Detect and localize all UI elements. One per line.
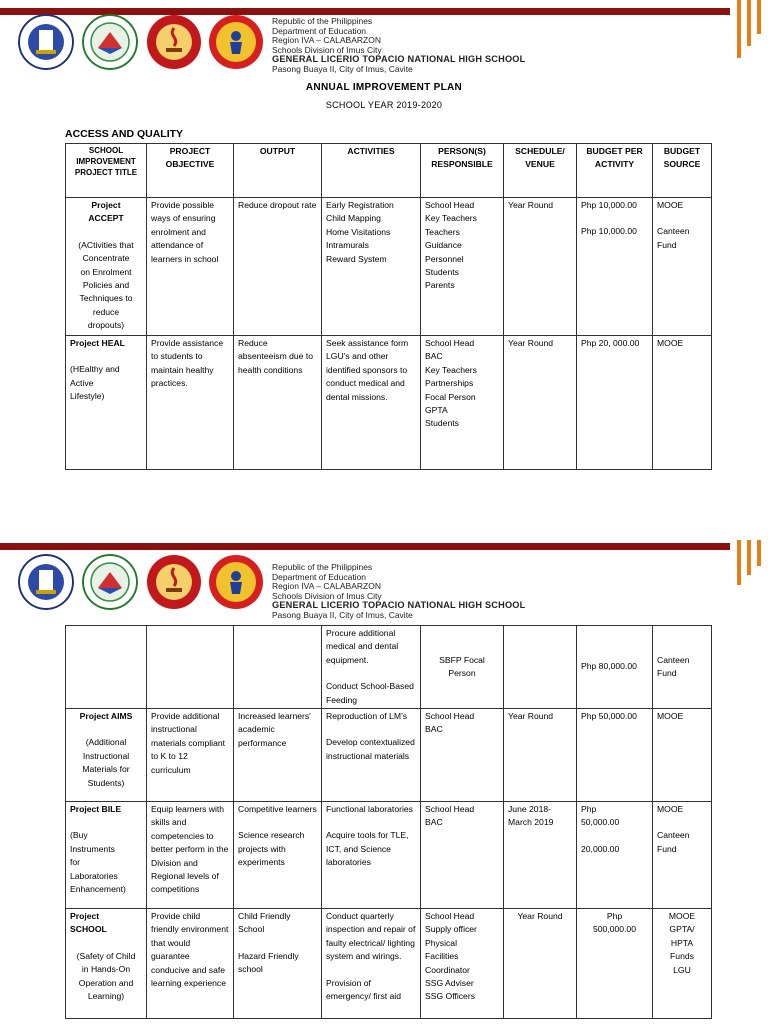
source-cell (653, 802, 712, 909)
person: BAC (425, 817, 443, 828)
letterhead (272, 17, 525, 75)
objective-cell (147, 626, 234, 709)
header-cell: PERSON(S) RESPONSIBLE (421, 144, 504, 198)
project-title: Project (91, 200, 121, 210)
source-value: Canteen (657, 654, 690, 665)
person: School Head (425, 911, 475, 922)
department-line: Department of Education (272, 25, 367, 36)
project-title-expansion: (Additional (85, 737, 127, 748)
page-1 (0, 0, 768, 490)
school-name: GENERAL LICERIO TOPACIO NATIONAL HIGH SCHOOL (272, 600, 526, 611)
activities-cell: Seek assistance form LGU’s and other identified sponsors to conduct medical and dental missions. (322, 336, 421, 470)
person: SSG Officers (425, 991, 475, 1002)
header-bar (0, 543, 730, 550)
person: Supply officer (425, 924, 477, 935)
person: BAC (425, 351, 443, 362)
address-line: Pasong Buaya II, City of Imus, Cavite (272, 63, 413, 74)
objective-cell: Provide assistance to students to maintain healthy practices. (147, 336, 234, 470)
project-title-expansion: Concentrate (82, 253, 130, 264)
schedule-cell: Year Round (504, 909, 577, 1019)
project-title-expansion: dropouts) (87, 320, 125, 331)
header-cell: OUTPUT (234, 144, 322, 198)
table-row (66, 198, 712, 336)
project-title-expansion: Materials for (82, 764, 130, 775)
project-title-expansion: Enhancement) (70, 884, 126, 895)
persons-cell (421, 709, 504, 802)
budget-cell (577, 336, 653, 470)
source-cell (653, 336, 712, 470)
person: Students (425, 418, 459, 429)
activity: Child Mapping (326, 213, 381, 224)
source-cell (653, 709, 712, 802)
source-value: Canteen (657, 830, 690, 841)
budget-cell: Php 50,000.00 (577, 709, 653, 802)
persons-cell (421, 336, 504, 470)
activity: Conduct quarterly inspection and repair of faulty electrical/ lighting system and wirings. (326, 911, 416, 962)
deped-seal-icon (82, 14, 138, 70)
source-value: Fund (657, 668, 677, 679)
budget-value: Php 10,000.00 (581, 226, 637, 237)
output-cell: Reduce dropout rate (234, 198, 322, 336)
output-value: Child Friendly School (238, 911, 291, 935)
person: SSG Adviser (425, 978, 474, 989)
activities-cell (322, 802, 421, 909)
logo-row (18, 554, 268, 612)
project-title-expansion: Laboratories (70, 870, 118, 881)
source-value: Fund (657, 239, 677, 250)
source-cell (653, 198, 712, 336)
project-title-expansion: Lifestyle) (70, 391, 105, 402)
activity: Provision of emergency/ first aid (326, 977, 401, 1002)
deped-seal-icon (82, 554, 138, 610)
budget-value: Php 10,000.00 (581, 200, 637, 210)
person: BAC (425, 724, 443, 735)
accent-stripe (737, 540, 741, 585)
activity: Intramurals (326, 240, 369, 251)
source-cell (653, 626, 712, 709)
schedule-cell: Year Round (504, 336, 577, 470)
project-title-cell (66, 709, 147, 802)
table-row (66, 909, 712, 1019)
header-cell: SCHOOL IMPROVEMENT PROJECT TITLE (66, 144, 147, 198)
address-line: Pasong Buaya II, City of Imus, Cavite (272, 609, 413, 620)
source-value: Funds (670, 951, 694, 962)
project-title: Project HEAL (70, 338, 125, 348)
output-cell (234, 802, 322, 909)
activity: Early Registration (326, 200, 394, 210)
accent-stripe (757, 0, 761, 34)
source-value: LGU (673, 964, 691, 975)
output-value: Hazard Friendly school (238, 950, 299, 975)
person: School Head (425, 804, 475, 815)
schedule-cell (504, 626, 577, 709)
source-value: MOOE (668, 911, 696, 922)
source-cell (653, 909, 712, 1019)
budget-cell (577, 198, 653, 336)
person: Personnel (425, 253, 464, 264)
header-cell: SCHEDULE/ VENUE (504, 144, 577, 198)
school-seal-icon (146, 554, 202, 610)
person: Partnerships (425, 378, 474, 389)
persons-cell (421, 909, 504, 1019)
school-year: SCHOOL YEAR 2019-2020 (325, 100, 443, 110)
section-title: ACCESS AND QUALITY (65, 128, 184, 140)
budget-value: Php (606, 911, 623, 922)
source-value: Fund (657, 843, 677, 854)
project-title-cell (66, 909, 147, 1019)
project-title-expansion: Learning) (87, 991, 125, 1002)
division-line: Schools Division of Imus City (272, 44, 382, 55)
project-title-expansion: Instruments (70, 843, 115, 854)
project-title: Project AIMS (79, 711, 133, 722)
activity: Conduct School-Based Feeding (326, 681, 414, 705)
project-title: Project BILE (70, 804, 122, 815)
person: Coordinator (425, 964, 470, 975)
objective-cell: Provide possible ways of ensuring enrolment and attendance of learners in school (147, 198, 234, 336)
person: Students (425, 267, 459, 278)
activity: Acquire tools for TLE, ICT, and Science laboratories (326, 830, 409, 868)
header-cell: PROJECT OBJECTIVE (147, 144, 234, 198)
project-title-expansion: Instructional (82, 750, 130, 761)
page-2 (0, 540, 768, 1024)
project-title: ACCEPT (88, 213, 124, 224)
person: Key Teachers (425, 213, 477, 224)
accent-stripe (757, 540, 761, 566)
project-title-expansion: Techniques to (79, 293, 133, 304)
table-row (66, 626, 712, 709)
person: Facilities (425, 951, 459, 962)
project-title-expansion: in Hands-On (81, 964, 131, 975)
letterhead (272, 563, 525, 621)
budget-value: Php (581, 804, 597, 815)
region-line: Region IVA – CALABARZON (272, 581, 381, 592)
person: School Head (425, 338, 475, 348)
person: School Head (425, 711, 475, 722)
activity: Reward System (326, 253, 387, 264)
activity: Develop contextualized instructional materials (326, 737, 415, 761)
table-row (66, 802, 712, 909)
output-value: Science research projects with experiments (238, 830, 305, 868)
project-title-cell (66, 626, 147, 709)
project-title-expansion: Operation and (78, 977, 134, 988)
output-cell (234, 909, 322, 1019)
person: Focal Person (425, 391, 476, 402)
person: Teachers (425, 226, 460, 237)
project-title-expansion: (Buy (70, 830, 88, 841)
activity: Reproduction of LM’s (326, 711, 408, 722)
schedule-cell: June 2018- March 2019 (504, 802, 577, 909)
kagawaran-seal-icon (18, 14, 74, 70)
table-row (66, 336, 712, 470)
table-row (66, 709, 712, 802)
budget-cell (577, 802, 653, 909)
output-cell (234, 626, 322, 709)
output-cell: Increased learners' academic performance (234, 709, 322, 802)
source-value: Canteen (657, 226, 690, 237)
accent-stripe (747, 540, 751, 575)
region-line: Region IVA – CALABARZON (272, 35, 381, 46)
school-name: GENERAL LICERIO TOPACIO NATIONAL HIGH SCHOOL (272, 54, 526, 65)
persons-cell (421, 198, 504, 336)
budget-value: 50,000.00 (581, 817, 620, 828)
source-value: MOOE (657, 200, 684, 210)
accent-stripe (737, 0, 741, 58)
objective-cell: Equip learners with skills and competencies to better perform in the Division and Regional levels of competitions (147, 802, 234, 909)
project-title-expansion: (Safety of Child (76, 950, 136, 961)
activity: Functional laboratories (326, 804, 413, 815)
budget-cell: Php 80,000.00 (577, 626, 653, 709)
plan-table-continued (65, 625, 712, 1019)
persons-cell: SBFP Focal Person (421, 626, 504, 709)
accent-stripe (747, 0, 751, 46)
project-title-cell (66, 198, 147, 336)
budget-value: 500,000.00 (592, 924, 636, 935)
division-seal-icon (208, 14, 264, 70)
logo-row (18, 14, 268, 72)
header-cell: BUDGET SOURCE (653, 144, 712, 198)
objective-cell: Provide additional instructional materials compliant to K to 12 curriculum (147, 709, 234, 802)
objective-cell: Provide child friendly environment that would guarantee conducive and safe learning experience (147, 909, 234, 1019)
activity: Home Visitations (326, 226, 391, 237)
output-cell: Reduce absenteeism due to health conditions (234, 336, 322, 470)
page-title: ANNUAL IMPROVEMENT PLAN (305, 82, 463, 93)
activities-cell (322, 909, 421, 1019)
school-seal-icon (146, 14, 202, 70)
person: Key Teachers (425, 364, 477, 375)
source-value: GPTA/ (669, 924, 695, 935)
output-value: Competitive learners (238, 804, 317, 815)
persons-cell (421, 802, 504, 909)
project-title: SCHOOL (70, 924, 107, 935)
source-value: HPTA (670, 937, 694, 948)
person: Physical (425, 937, 457, 948)
division-line: Schools Division of Imus City (272, 590, 382, 601)
project-title-expansion: for (70, 857, 81, 868)
activities-cell (322, 198, 421, 336)
project-title: Project (70, 911, 100, 922)
source-value: MOOE (657, 711, 684, 722)
project-title-expansion: reduce (92, 306, 120, 317)
person: GPTA (425, 405, 448, 416)
schedule-cell: Year Round (504, 709, 577, 802)
table-header-row (66, 144, 712, 198)
activities-cell (322, 626, 421, 709)
kagawaran-seal-icon (18, 554, 74, 610)
person: School Head (425, 200, 475, 210)
activity: Procure additional medical and dental equipment. (326, 628, 399, 665)
schedule-cell: Year Round (504, 198, 577, 336)
republic-line: Republic of the Philippines (272, 16, 373, 26)
republic-line: Republic of the Philippines (272, 562, 373, 572)
project-title-expansion: (ACtivities that (78, 239, 134, 250)
department-line: Department of Education (272, 571, 367, 582)
person: Parents (425, 280, 455, 291)
budget-cell (577, 909, 653, 1019)
budget-value: Php 20, 000.00 (581, 338, 640, 348)
person: Guidance (425, 240, 462, 251)
activities-cell (322, 709, 421, 802)
division-seal-icon (208, 554, 264, 610)
project-title-cell (66, 802, 147, 909)
page-gap (0, 490, 768, 540)
header-cell: BUDGET PER ACTIVITY (577, 144, 653, 198)
source-value: MOOE (657, 804, 684, 815)
plan-table (65, 143, 712, 470)
project-title-expansion: Active (70, 377, 94, 388)
project-title-expansion: Policies and (82, 280, 130, 291)
budget-value: 20,000.00 (581, 843, 620, 854)
project-title-cell (66, 336, 147, 470)
project-title-expansion: Students) (87, 777, 125, 788)
project-title-expansion: (HEalthy and (70, 364, 120, 375)
header-cell: ACTIVITIES (322, 144, 421, 198)
source-value: MOOE (657, 338, 684, 348)
project-title-expansion: on Enrolment (80, 266, 132, 277)
